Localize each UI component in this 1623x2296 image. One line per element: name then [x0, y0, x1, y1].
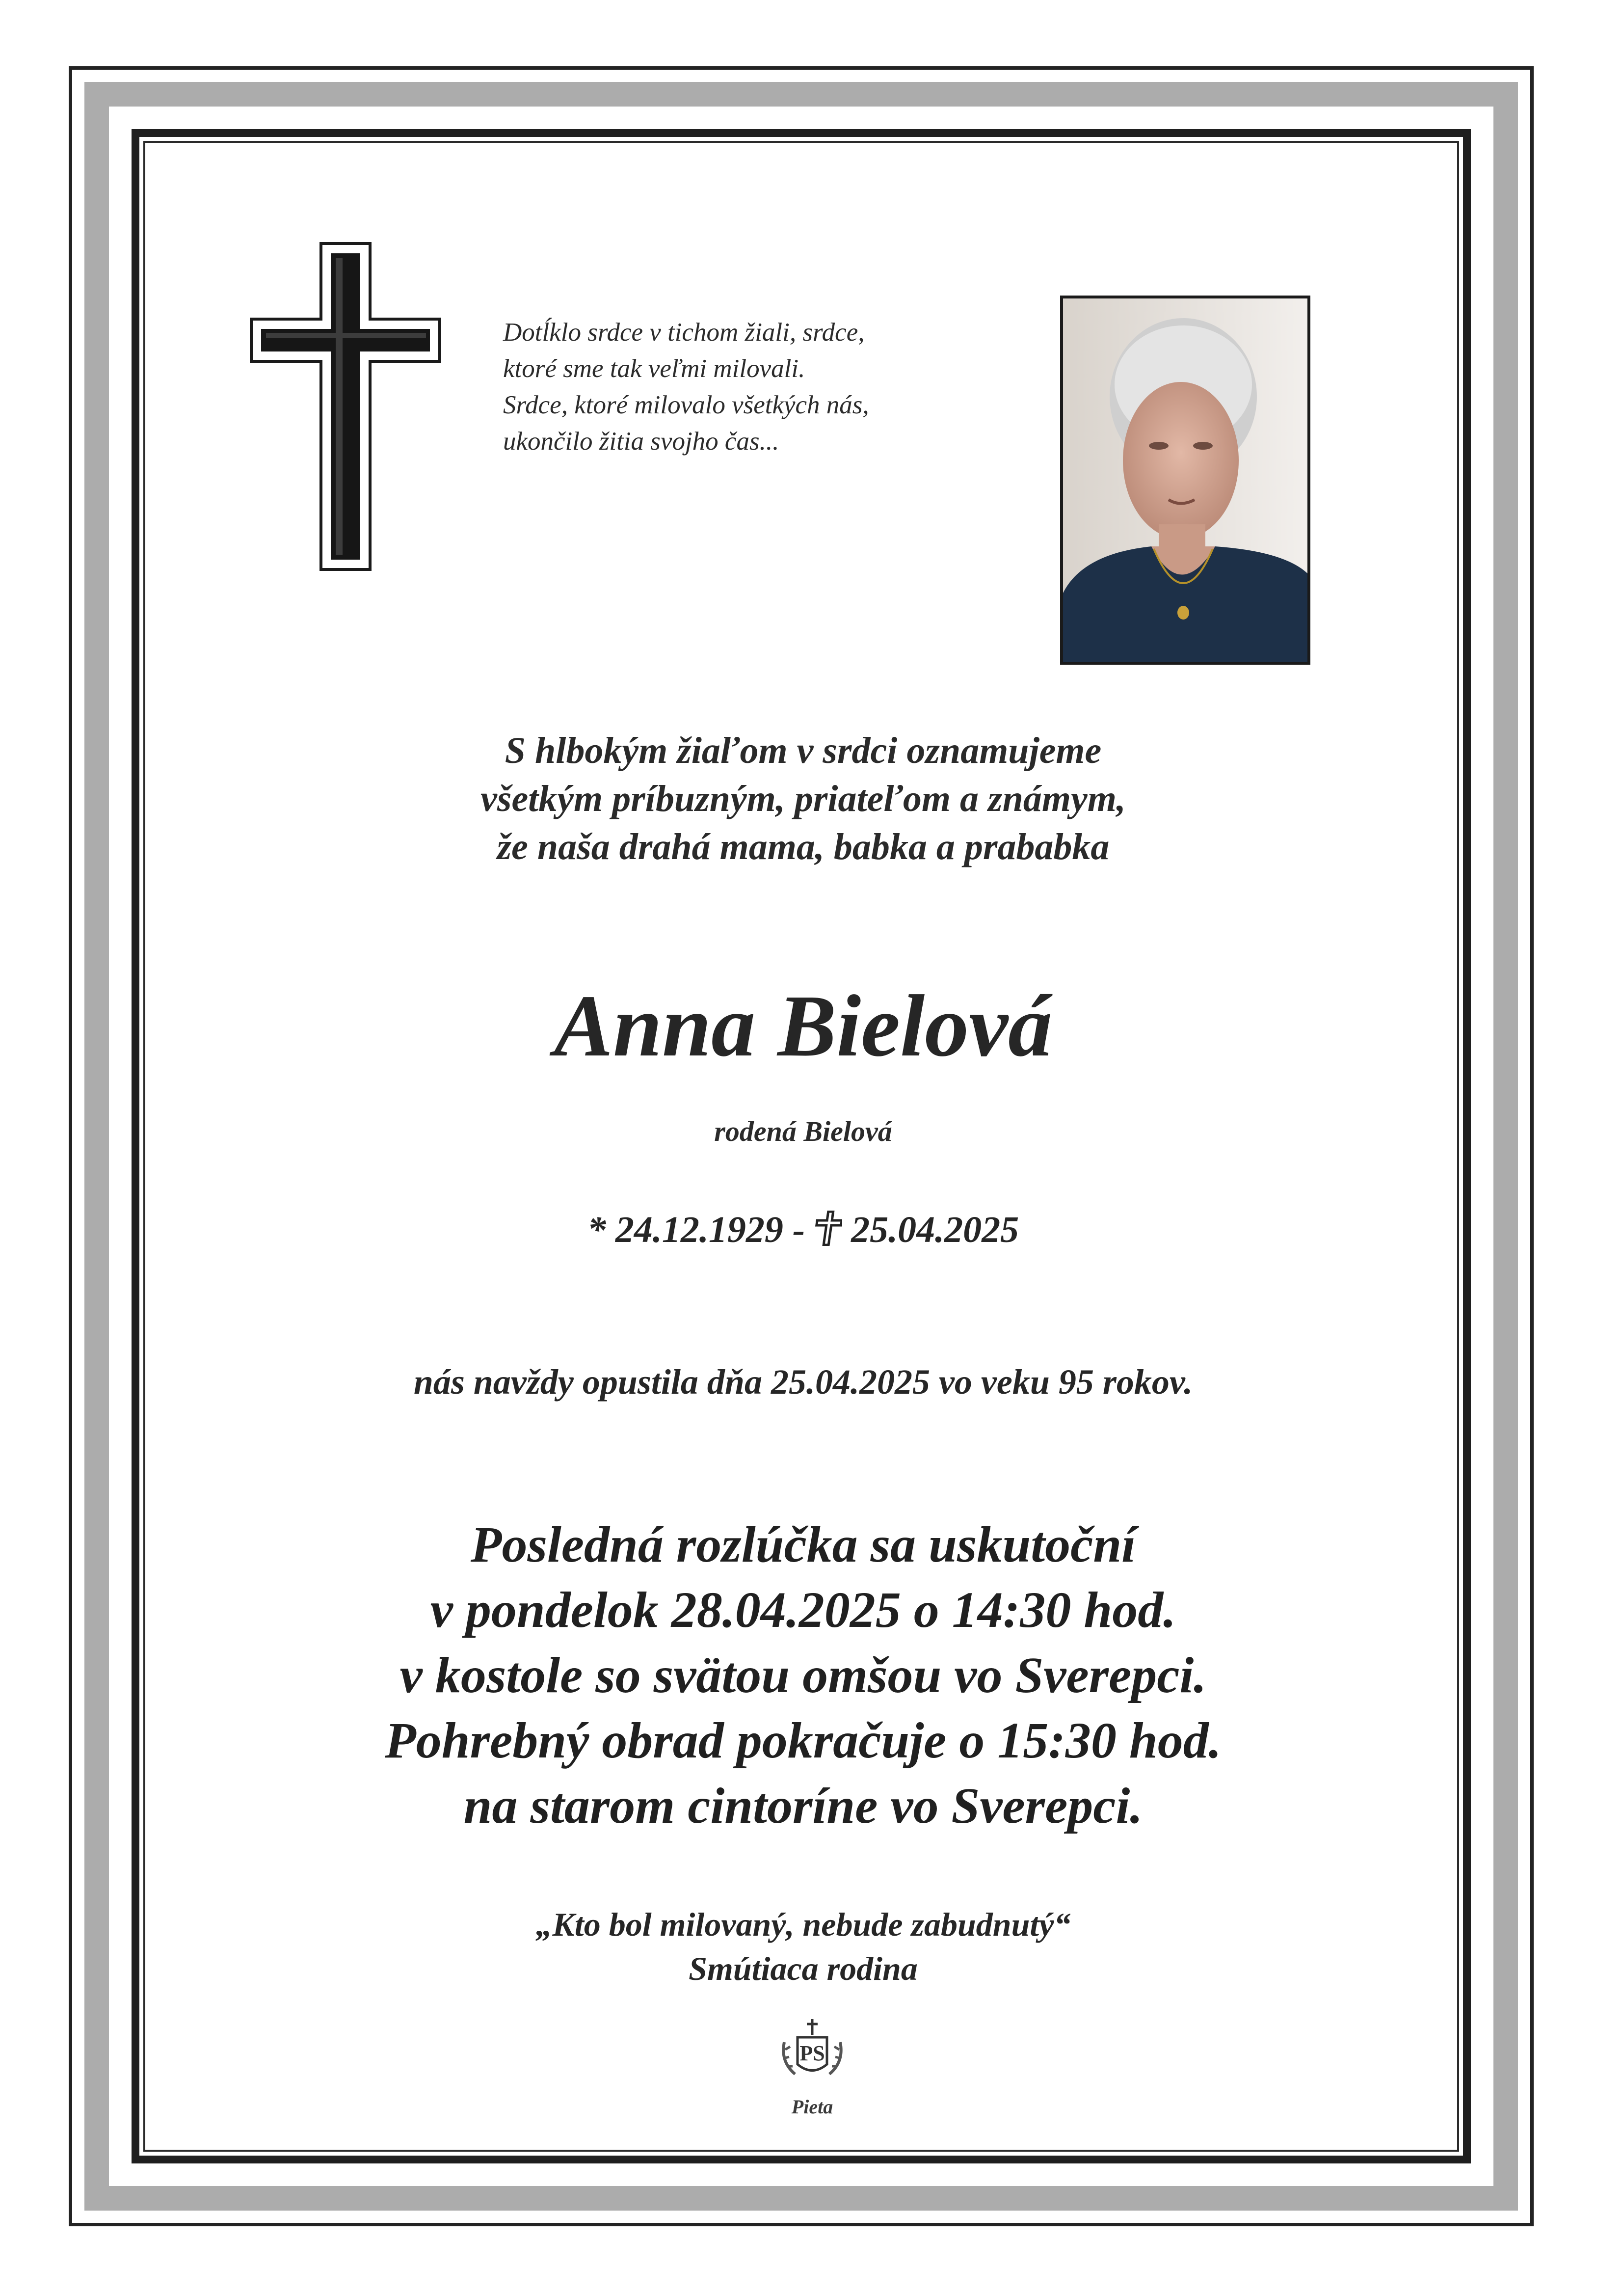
death-date: 25.04.2025	[851, 1209, 1019, 1250]
funeral-details	[147, 1512, 1459, 1838]
poem-line: ukončilo žitia svojho čas...	[503, 427, 779, 456]
funeral-line: v kostole so svätou omšou vo Sverepci.	[399, 1647, 1207, 1703]
funeral-line: Posledná rozlúčka sa uskutoční	[470, 1516, 1136, 1573]
maiden-name: rodená Bielová	[714, 1115, 892, 1147]
small-cross-icon	[814, 1211, 842, 1246]
logo-monogram: PS	[799, 2041, 825, 2065]
birth-date: * 24.12.1929 -	[587, 1209, 805, 1250]
announcement-text	[147, 727, 1459, 871]
pieta-wreath-logo	[775, 2015, 849, 2089]
life-dates	[147, 1208, 1459, 1252]
closing-section	[147, 1902, 1459, 1991]
logo-label: Pieta	[791, 2096, 833, 2118]
poem-line: ktoré sme tak veľmi milovali.	[503, 354, 805, 383]
family-signature: Smútiaca rodina	[689, 1950, 918, 1987]
latin-cross-icon	[249, 242, 442, 571]
memorial-poem	[503, 314, 1023, 459]
announcement-line: všetkým príbuzným, priateľom a známym,	[480, 778, 1126, 819]
poem-line: Dotĺklo srdce v tichom žiali, srdce,	[503, 318, 865, 347]
announcement-line: že naša drahá mama, babka a prababka	[497, 826, 1110, 867]
closing-motto: „Kto bol milovaný, nebude zabudnutý“	[535, 1906, 1071, 1943]
portrait-photo	[1060, 296, 1310, 665]
funeral-line: v pondelok 28.04.2025 o 14:30 hod.	[430, 1582, 1176, 1638]
funeral-line: na starom cintoríne vo Sverepci.	[463, 1778, 1143, 1834]
deceased-name: Anna Bielová	[554, 977, 1053, 1075]
poem-line: Srdce, ktoré milovalo všetkých nás,	[503, 391, 869, 419]
passing-text: nás navždy opustila dňa 25.04.2025 vo veku 95 rokov.	[413, 1362, 1193, 1402]
announcement-line: S hlbokým žiaľom v srdci oznamujeme	[505, 730, 1102, 771]
funeral-line: Pohrebný obrad pokračuje o 15:30 hod.	[385, 1712, 1222, 1769]
